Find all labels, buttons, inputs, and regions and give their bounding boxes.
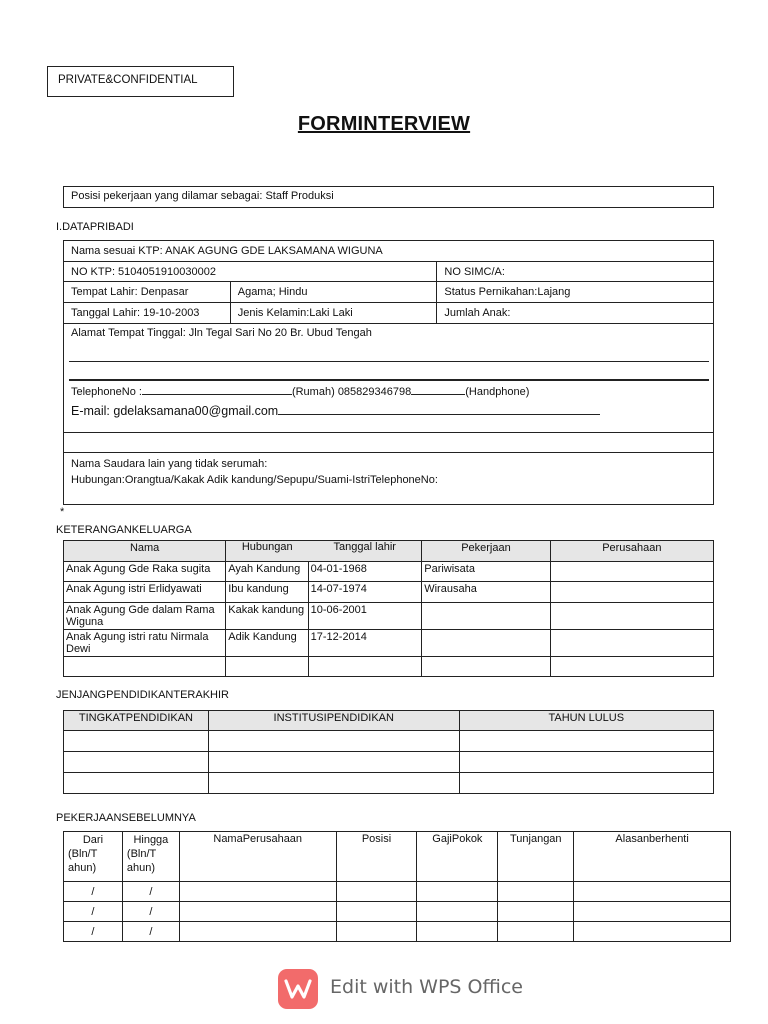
keluarga-cell[interactable]: Wirausaha: [422, 582, 550, 603]
table-row: [64, 882, 731, 902]
keluarga-cell[interactable]: Kakak kandung: [226, 603, 308, 630]
table-row: [64, 922, 731, 942]
keluarga-cell[interactable]: [64, 657, 226, 677]
alamat-line-1: [69, 361, 709, 362]
col-posisi: Posisi: [336, 832, 417, 882]
pendidikan-cell[interactable]: [208, 773, 459, 794]
jenis-kelamin-field[interactable]: Jenis Kelamin:Laki Laki: [230, 303, 437, 324]
simc-field[interactable]: NO SIMC/A:: [437, 262, 714, 282]
dari-label: Dari: [82, 834, 104, 846]
col-dari: [64, 832, 123, 882]
pekerjaan-cell[interactable]: [336, 882, 417, 902]
pekerjaan-cell[interactable]: [574, 902, 731, 922]
keluarga-cell[interactable]: [422, 630, 550, 657]
keluarga-cell[interactable]: 04-01-1968: [308, 562, 422, 582]
pekerjaan-cell[interactable]: [179, 902, 336, 922]
keluarga-cell[interactable]: [550, 562, 713, 582]
hingga-label: Hingga: [133, 834, 169, 846]
pekerjaan-cell[interactable]: /: [64, 902, 123, 922]
section-pekerjaan: PEKERJAANSEBELUMNYA: [56, 812, 196, 824]
tanggal-lahir-field[interactable]: Tanggal Lahir: 19-10-2003: [64, 303, 231, 324]
col-alasan: Alasanberhenti: [574, 832, 731, 882]
empty-row[interactable]: [64, 433, 714, 453]
pendidikan-cell[interactable]: [64, 773, 209, 794]
pendidikan-cell[interactable]: [459, 773, 713, 794]
telephone-rumah-line[interactable]: [142, 384, 292, 395]
keluarga-cell[interactable]: 14-07-1974: [308, 582, 422, 603]
keluarga-cell[interactable]: Ibu kandung: [226, 582, 308, 603]
col-pekerjaan: Pekerjaan: [422, 541, 550, 562]
pendidikan-cell[interactable]: [208, 731, 459, 752]
keluarga-cell[interactable]: [550, 657, 713, 677]
section-keluarga: KETERANGANKELUARGA: [56, 524, 192, 536]
pekerjaan-cell[interactable]: [179, 922, 336, 942]
telephone-label: TelephoneNo :: [71, 386, 142, 398]
email-line: [278, 402, 600, 415]
col-gaji: GajiPokok: [417, 832, 498, 882]
col-tingkat: TINGKATPENDIDIKAN: [64, 711, 209, 731]
keluarga-cell[interactable]: Anak Agung Gde Raka sugita: [64, 562, 226, 582]
keluarga-cell[interactable]: 10-06-2001: [308, 603, 422, 630]
col-perusahaan: Perusahaan: [550, 541, 713, 562]
pekerjaan-cell[interactable]: /: [122, 902, 179, 922]
keluarga-cell[interactable]: Anak Agung istri ratu Nirmala Dewi: [64, 630, 226, 657]
col-hubungan: Hubungan: [241, 541, 293, 553]
hingga-sub: (Bln/T ahun): [126, 848, 157, 874]
asterisk: *: [60, 506, 65, 518]
pekerjaan-cell[interactable]: /: [122, 922, 179, 942]
table-row: [64, 902, 731, 922]
table-row: [64, 562, 714, 582]
saudara-field[interactable]: Nama Saudara lain yang tidak serumah:: [71, 458, 268, 470]
pekerjaan-cell[interactable]: [417, 882, 498, 902]
section-pendidikan: JENJANGPENDIDIKANTERAKHIR: [56, 689, 229, 701]
keluarga-cell[interactable]: [550, 582, 713, 603]
keluarga-cell[interactable]: 17-12-2014: [308, 630, 422, 657]
col-tunjangan: Tunjangan: [498, 832, 574, 882]
telephone-row: [71, 384, 529, 398]
col-nama: Nama: [64, 541, 226, 562]
wps-watermark-text[interactable]: Edit with WPS Office: [330, 976, 523, 998]
col-nama-perusahaan: NamaPerusahaan: [179, 832, 336, 882]
pekerjaan-cell[interactable]: [498, 922, 574, 942]
pekerjaan-cell[interactable]: [574, 922, 731, 942]
ktp-field[interactable]: NO KTP: 5104051910030002: [64, 262, 437, 282]
pendidikan-cell[interactable]: [459, 731, 713, 752]
table-row: [64, 582, 714, 603]
keluarga-cell[interactable]: [550, 603, 713, 630]
pendidikan-cell[interactable]: [208, 752, 459, 773]
pekerjaan-cell[interactable]: /: [64, 922, 123, 942]
table-row: [64, 630, 714, 657]
table-row: [64, 603, 714, 630]
keluarga-cell[interactable]: Pariwisata: [422, 562, 550, 582]
keluarga-cell[interactable]: [422, 657, 550, 677]
pendidikan-table: [63, 710, 714, 794]
keluarga-cell[interactable]: Adik Kandung: [226, 630, 308, 657]
handphone-label: (Handphone): [465, 386, 530, 398]
pekerjaan-cell[interactable]: /: [64, 882, 123, 902]
table-row: [64, 657, 714, 677]
col-hubungan-tanggal: [226, 541, 422, 562]
pekerjaan-cell[interactable]: [336, 902, 417, 922]
handphone-value[interactable]: 085829346798: [337, 386, 412, 398]
keluarga-table: [63, 540, 714, 677]
wps-logo-icon[interactable]: [278, 969, 318, 1009]
pekerjaan-cell[interactable]: [336, 922, 417, 942]
pendidikan-cell[interactable]: [64, 752, 209, 773]
pekerjaan-cell[interactable]: [574, 882, 731, 902]
pekerjaan-cell[interactable]: [498, 882, 574, 902]
status-field[interactable]: Status Pernikahan:Lajang: [437, 282, 714, 303]
agama-field[interactable]: Agama; Hindu: [230, 282, 437, 303]
posisi-field[interactable]: Posisi pekerjaan yang dilamar sebagai: Staff Produksi: [63, 186, 714, 208]
jumlah-anak-field[interactable]: Jumlah Anak:: [437, 303, 714, 324]
pekerjaan-cell[interactable]: [498, 902, 574, 922]
hubungan-field[interactable]: Hubungan:Orangtua/Kakak Adik kandung/Sepupu/Suami-IstriTelephoneNo:: [71, 474, 438, 486]
data-pribadi-table: [63, 240, 714, 505]
keluarga-cell[interactable]: [226, 657, 308, 677]
alamat-field[interactable]: Alamat Tempat Tinggal: Jln Tegal Sari No 20 Br. Ubud Tengah: [71, 327, 372, 339]
dari-sub: (Bln/T ahun): [68, 848, 98, 874]
keluarga-cell[interactable]: [422, 603, 550, 630]
pekerjaan-cell[interactable]: /: [122, 882, 179, 902]
pekerjaan-table: [63, 831, 731, 942]
nama-field[interactable]: Nama sesuai KTP: ANAK AGUNG GDE LAKSAMANA WIGUNA: [64, 241, 714, 262]
page-title: FORMINTERVIEW: [297, 113, 471, 135]
rumah-label: (Rumah): [291, 386, 335, 398]
col-tahun-lulus: TAHUN LULUS: [459, 711, 713, 731]
pekerjaan-cell[interactable]: [179, 882, 336, 902]
keluarga-cell[interactable]: Anak Agung istri Erlidyawati: [64, 582, 226, 603]
section-data-pribadi: I.DATAPRIBADI: [56, 221, 134, 233]
pekerjaan-cell[interactable]: [417, 922, 498, 942]
col-tanggal-lahir: Tanggal lahir: [333, 541, 396, 553]
col-institusi: INSTITUSIPENDIDIKAN: [208, 711, 459, 731]
saudara-block: [64, 453, 714, 505]
confidential-label: PRIVATE&CONFIDENTIAL: [47, 66, 234, 97]
keluarga-cell[interactable]: Ayah Kandung: [226, 562, 308, 582]
alamat-block: [64, 324, 714, 433]
keluarga-cell[interactable]: [308, 657, 422, 677]
tempat-lahir-field[interactable]: Tempat Lahir: Denpasar: [64, 282, 231, 303]
email-row: [71, 402, 600, 418]
pekerjaan-cell[interactable]: [417, 902, 498, 922]
keluarga-cell[interactable]: [550, 630, 713, 657]
handphone-line: [411, 384, 465, 395]
alamat-line-2: [69, 379, 709, 381]
keluarga-cell[interactable]: Anak Agung Gde dalam Rama Wiguna: [64, 603, 226, 630]
pendidikan-cell[interactable]: [459, 752, 713, 773]
pendidikan-cell[interactable]: [64, 731, 209, 752]
email-field[interactable]: E-mail: gdelaksamana00@gmail.com: [71, 404, 279, 418]
col-hingga: [122, 832, 179, 882]
